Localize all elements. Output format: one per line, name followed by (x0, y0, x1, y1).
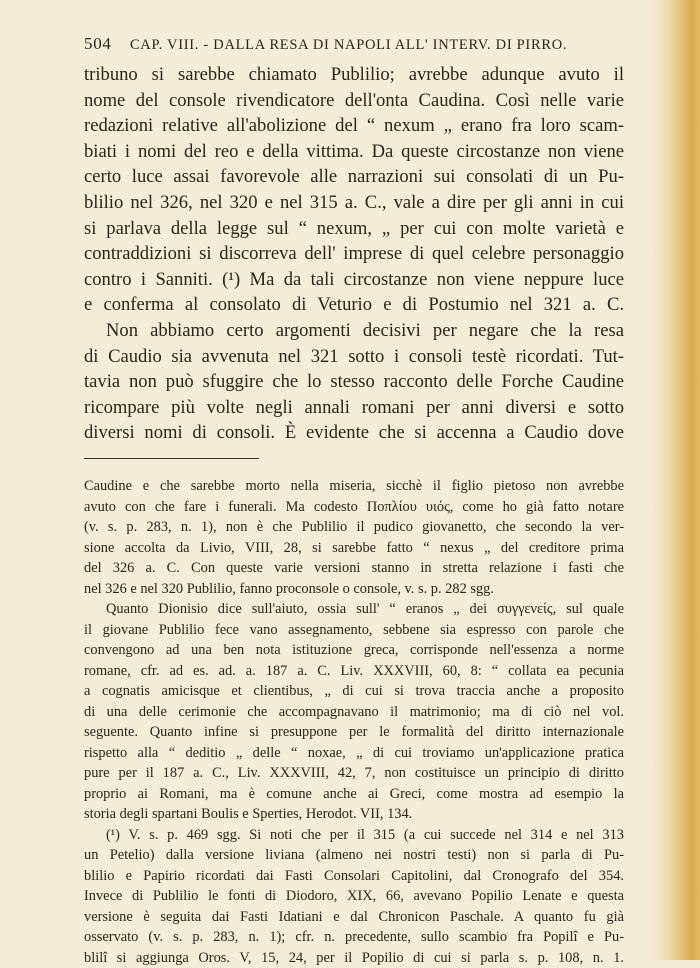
note-line: romane, cfr. ad es. ad. a. 187 a. C. Liv. XXXVIII, 60, 8: “ collata ea pecunia (84, 661, 624, 682)
text-line: tribuno si sarebbe chiamato Publilio; avrebbe adunque avuto il (84, 62, 624, 88)
note-line: (v. s. p. 283, n. 1), non è che Publilio il pudico giovanetto, che secondo la ver- (84, 517, 624, 538)
note-line: avuto con che fare i funerali. Ma codesto Ποπλίου υιός, come ho già fatto notare (84, 497, 624, 518)
note-line: nel 326 e nel 320 Publilio, fanno proconsole o console, v. s. p. 282 sgg. (84, 579, 624, 600)
text-line: tavia non può sfuggire che lo stesso racconto delle Forche Caudine (84, 369, 624, 395)
text-line: blilio nel 326, nel 320 e nel 315 a. C., vale a dire per gli anni in cui (84, 190, 624, 216)
note-line: Caudine e che sarebbe morto nella miseria, sicchè il figlio pietoso non avrebbe (84, 476, 624, 497)
text-line: contro i Sanniti. (¹) Ma da tali circostanze non viene neppure luce (84, 267, 624, 293)
text-line: nome del console rivendicatore dell'onta Caudina. Così nelle varie (84, 88, 624, 114)
text-line: e conferma al consolato di Veturio e di Postumio nel 321 a. C. (84, 292, 624, 318)
note-line: di una delle cerimonie che accompagnavano il matrimonio; ma di ciò nel vol. (84, 702, 624, 723)
note-line: rispetto alla “ deditio „ delle “ noxae, „ di cui troviamo un'applicazione pratica (84, 743, 624, 764)
note-line: blilî si aggiunga Oros. V, 15, 24, per il Popilio di cui si parla s. p. 108, n. 1. (84, 948, 624, 968)
page-number: 504 (84, 34, 112, 53)
note-line: il giovane Publilio fece vano assegnamento, sebbene sia espresso con parole che (84, 620, 624, 641)
main-text (84, 62, 624, 446)
text-line: ricompare più volte negli annali romani per anni diversi e sotto (84, 395, 624, 421)
text-line: redazioni relative all'abolizione del “ nexum „ erano fra loro scam- (84, 113, 624, 139)
text-line: biati i nomi del reo e della vittima. Da queste circostanze non viene (84, 139, 624, 165)
text-line: diversi nomi di consoli. È evidente che si accenna a Caudio dove (84, 420, 624, 446)
footnote-separator (84, 458, 259, 459)
note-line: del 326 a. C. Con queste varie versioni stanno in stretta relazione i fasti che (84, 558, 624, 579)
note-line: sione accolta da Livio, VIII, 28, si sarebbe fatto “ nexus „ del creditore prima (84, 538, 624, 559)
note-line: pure per il 187 a. C., Liv. XXXVIII, 42, 7, non costituisce un principio di diritto (84, 763, 624, 784)
note-line: seguente. Quanto infine si presuppone per le formalità del diritto internazionale (84, 722, 624, 743)
running-header (84, 34, 644, 54)
note-line: Invece di Publilio le fonti di Diodoro, XIX, 66, avevano Popilio Lenate e questa (84, 886, 624, 907)
note-line: osservato (v. s. p. 283, n. 1); cfr. n. precedente, sullo scambio fra Popilî e Pu- (84, 927, 624, 948)
text-line: contraddizioni si discorreva dell' imprese di quel celebre personaggio (84, 241, 624, 267)
note-line: storia degli spartani Boulis e Sperties, Herodot. VII, 134. (84, 804, 624, 825)
note-line: un Petelio) dalla versione liviana (almeno nei nostri testi) non si parla di Pu- (84, 845, 624, 866)
text-line: si parlava della legge sul “ nexum, „ per cui con molte varietà e (84, 216, 624, 242)
note-line: (¹) V. s. p. 469 sgg. Si noti che per il 315 (a cui succede nel 314 e nel 313 (84, 825, 624, 846)
note-line: Quanto Dionisio dice sull'aiuto, ossia sull' “ eranos „ dei συγγενείς, sul quale (84, 599, 624, 620)
text-line: certo luce assai favorevole alle narrazioni sui consolati di un Pu- (84, 164, 624, 190)
text-line: di Caudio sia avvenuta nel 321 sotto i consoli testè ricordati. Tut- (84, 344, 624, 370)
footnotes (84, 476, 624, 968)
running-title: CAP. VIII. - DALLA RESA DI NAPOLI ALL' INTERV. DI PIRRO. (130, 37, 567, 53)
note-line: blilio e Papirio ricordati dai Fasti Consolari Capitolini, dal Cronografo del 354. (84, 866, 624, 887)
note-line: a cognatis amicisque et clientibus, „ di cui si trova traccia anche a proposito (84, 681, 624, 702)
note-line: versione è seguita dai Fasti Idatiani e dal Chronicon Paschale. A quanto fu già (84, 907, 624, 928)
page-edge (650, 0, 700, 960)
note-line: proprio ai Romani, ma è comune anche ai Greci, come mostra ad esempio la (84, 784, 624, 805)
text-line: Non abbiamo certo argomenti decisivi per negare che la resa (84, 318, 624, 344)
note-line: convengono ad una ben nota istituzione greca, corrisponde nell'essenza a norme (84, 640, 624, 661)
